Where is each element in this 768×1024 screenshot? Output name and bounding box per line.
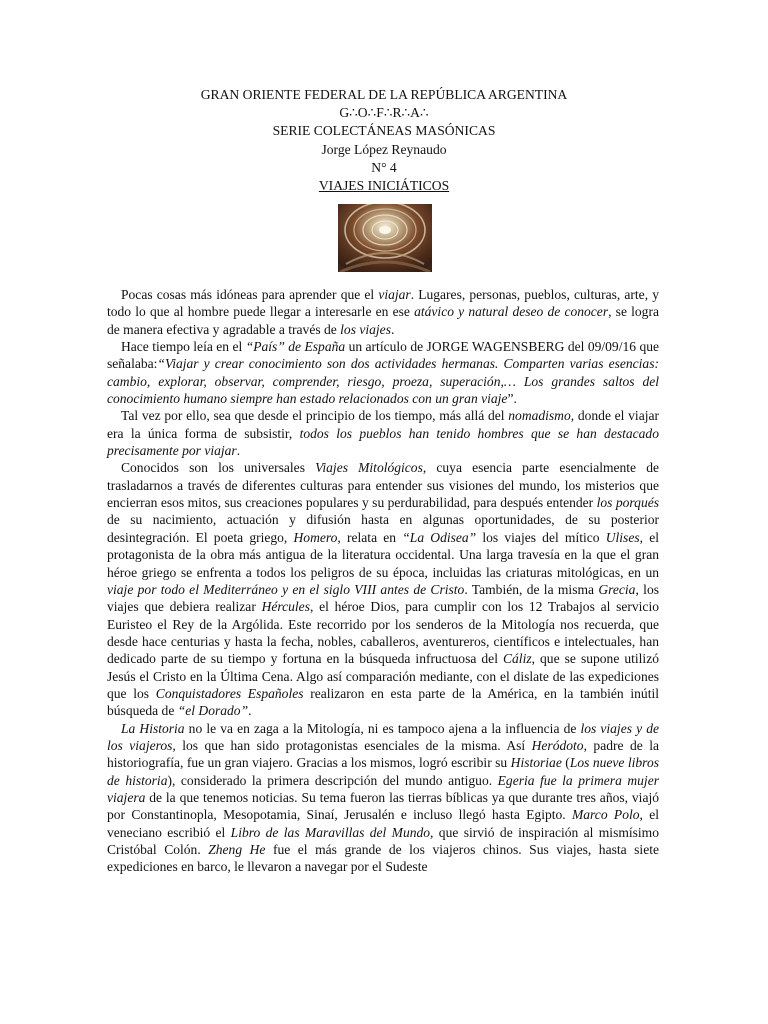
- text-run: , donde el viajar era la única forma de subsistir,: [107, 408, 659, 441]
- text-run: , cuya esencia parte esencialmente de trasladarnos a través de diferentes culturas para entender sus visiones del mundo, los misterios que encierran esos mitos, sus creaciones populares y su perdurabilidad, para después entender: [107, 460, 660, 511]
- text-run: los viajes del mítico: [476, 529, 606, 545]
- series-title: SERIE COLECTÁNEAS MASÓNICAS: [272, 123, 496, 139]
- text-run: , que se supone utilizó Jesús el Cristo en la Última Cena. Algo así comparación mediante, con el dislate de las expediciones que los: [107, 651, 659, 701]
- organization-title: GRAN ORIENTE FEDERAL DE LA REPÚBLICA ARGENTINA: [200, 87, 568, 102]
- spiral-staircase-image: [338, 204, 432, 272]
- text-run: de la que tenemos noticias. Su tema fueron las tierras bíblicas ya que durante tres años, viajó por Constantinopla, Mesopotamia, Sinaí, Jerusalén e incluso llegó hasta Egipto.: [107, 789, 659, 823]
- document-header: [0, 86, 768, 195]
- text-run: , se logra de manera efectiva y agradable a través de: [107, 304, 659, 337]
- italic-text: los viajes: [340, 321, 391, 337]
- italic-text: “Viajar y crear conocimiento son dos actividades hermanas. Comparten varias esencias: cambio, explorar, observar, comprender, riesgo, proeza, superación,… Los grandes saltos del conocimiento humano siempre han estado relacionados con un gran viaje: [107, 356, 659, 407]
- text-run: , relata en: [337, 529, 403, 545]
- italic-text: Los nueve libros de historia: [107, 755, 659, 788]
- text-run: . Lugares, personas, pueblos, culturas, arte, y todo lo que al hombre puede llegar a interesarle en ese: [107, 287, 659, 320]
- author-name: Jorge López Reynaudo: [321, 141, 447, 157]
- text-run: realizaron en esta parte de la América, en la también inútil búsqueda de: [107, 685, 659, 719]
- italic-text: Viajes Mitológicos: [315, 460, 423, 476]
- text-run: , el veneciano escribió el: [107, 807, 659, 840]
- italic-text: Homero: [293, 529, 338, 545]
- italic-text: “La Odisea”: [402, 529, 477, 545]
- italic-text: nomadismo: [508, 408, 571, 424]
- text-run: de su nacimiento, actuación y difusión hasta en algunas oportunidades, de su posterior desintegración. El poeta griego,: [107, 512, 659, 545]
- text-run: .: [236, 443, 241, 459]
- organization-abbreviation: G∴O∴F∴R∴A∴: [339, 105, 429, 121]
- italic-text: Grecia: [598, 581, 636, 597]
- italic-text: Hércules: [261, 599, 310, 615]
- text-run: que sirvió de inspiración al mismísimo Cristóbal Colón.: [107, 824, 659, 857]
- italic-text: “País” de España: [245, 339, 346, 355]
- italic-text: “el Dorado”: [177, 703, 249, 719]
- italic-text: Conquistadores Españoles: [155, 685, 304, 701]
- text-run: , el protagonista de la obra más antigua de la literatura occidental. Una larga travesía en la que el gran héroe griego se enfrenta a todos los peligros de su época, incluidas las criaturas mitológicas, en un: [107, 529, 659, 580]
- text-run: Tal vez por ello, sea que desde el principio de los tiempo, más allá del: [121, 408, 509, 424]
- body-paragraph: [107, 407, 659, 459]
- text-run: . También, de la misma: [464, 581, 599, 597]
- italic-text: Cáliz: [503, 651, 532, 667]
- text-run: un artículo de JORGE WAGENSBERG del 09/09/16 que señalaba:: [107, 339, 660, 372]
- text-run: Conocidos son los universales: [121, 460, 316, 476]
- text-run: , padre de la historiografía, fue un gran viajero. Gracias a los mismos, logró escribir su: [107, 737, 659, 771]
- text-run: ), considerado la primera descripción del mundo antiguo.: [167, 772, 498, 788]
- text-run: los que han sido protagonistas esenciales de la misma. Así: [175, 737, 532, 753]
- text-run: , los viajes que debiera realizar: [107, 581, 659, 615]
- italic-text: La Historia: [121, 720, 185, 736]
- text-run: (: [561, 755, 570, 771]
- text-run: fue el más grande de los viajeros chinos. Sus viajes, hasta siete expediciones en barco, le llevaron a navegar por el Sudeste: [107, 842, 659, 875]
- italic-text: viajar: [378, 287, 411, 302]
- italic-text: los viajes y de los viajeros,: [107, 720, 659, 753]
- text-run: Pocas cosas más idóneas para aprender que el: [121, 287, 379, 302]
- body-paragraph: [107, 286, 659, 338]
- italic-text: Ulises: [605, 529, 640, 545]
- text-run: ”.: [507, 391, 517, 407]
- italic-text: Libro de las Maravillas del Mundo,: [230, 824, 434, 840]
- italic-text: Heródoto: [531, 737, 584, 753]
- italic-text: Historiae: [510, 755, 562, 771]
- text-run: , el héroe Dios, para cumplir con los 12 Trabajos al servicio Euristeo el Rey de la Argólida. Este recorrido por los senderos de la Mitología nos recuerda, que desde hace centurias y hasta la fecha, nobles, caballeros, aventureros, científicos e intelectuales, han dedicado parte de su tiempo y fortuna en la búsqueda infructuosa del: [107, 599, 659, 667]
- italic-text: viaje por todo el Mediterráneo y en el siglo VIII antes de Cristo: [107, 581, 465, 597]
- text-run: no le va en zaga a la Mitología, ni es tampoco ajena a la influencia de: [184, 720, 581, 736]
- document-title: VIAJES INICIÁTICOS: [318, 178, 450, 194]
- italic-text: atávico y natural deseo de conocer: [414, 304, 609, 320]
- italic-text: Zheng He: [208, 842, 266, 857]
- document-body: [107, 286, 659, 876]
- italic-text: los porqués: [596, 495, 660, 511]
- italic-text: todos los pueblos han tenido hombres que se han destacado precisamente por viajar: [107, 425, 659, 459]
- text-run: .: [390, 321, 395, 337]
- body-paragraph: [107, 720, 659, 876]
- issue-number: N° 4: [371, 159, 397, 175]
- body-paragraph: [107, 459, 659, 719]
- text-run: .: [248, 703, 252, 719]
- italic-text: Egeria fue la primera mujer viajera: [107, 772, 659, 805]
- italic-text: Marco Polo: [571, 807, 640, 823]
- body-paragraph: [107, 338, 659, 407]
- text-run: Hace tiempo leía en el: [121, 339, 246, 355]
